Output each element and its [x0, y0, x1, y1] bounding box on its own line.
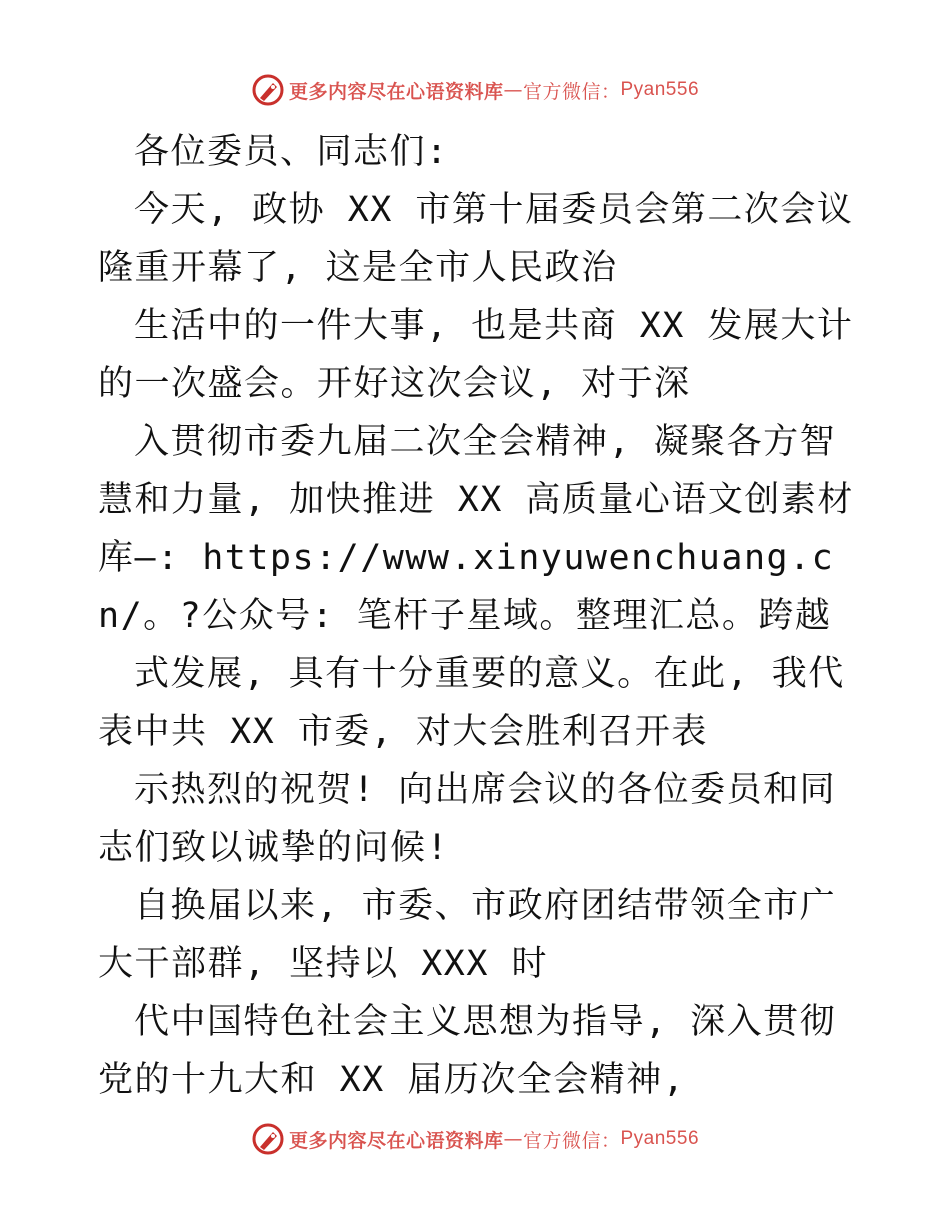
- header-watermark-banner: [0, 70, 950, 110]
- watermark-wechat-label: 官方微信：: [522, 80, 621, 103]
- pen-nib-logo-icon: [251, 1122, 285, 1156]
- watermark-wechat-id: Pyan556: [620, 79, 700, 100]
- paragraph: 各位委员、同志们:: [134, 132, 449, 172]
- watermark-site-text: 更多内容尽在心语资料库: [288, 80, 504, 103]
- paragraph: 入贯彻市委九届二次全会精神, 凝聚各方智慧和力量, 加快推进 XX 高质量心语文创素材库—: https://www.xinyuwenchuang.cn/。?公众号: 笔杆子星域。整理汇总。跨越: [98, 422, 854, 636]
- watermark-wechat-label: 官方微信：: [522, 1129, 621, 1152]
- paragraph: 今天, 政协 XX 市第十届委员会第二次会议隆重开幕了, 这是全市人民政治: [98, 190, 854, 288]
- footer-watermark-banner: [0, 1119, 950, 1159]
- pen-nib-logo-icon: [251, 73, 285, 107]
- watermark-separator: —: [503, 1128, 523, 1150]
- watermark-wechat-id: Pyan556: [620, 1128, 700, 1149]
- watermark-site-text: 更多内容尽在心语资料库: [288, 1129, 504, 1152]
- paragraph: 生活中的一件大事, 也是共商 XX 发展大计的一次盛会。开好这次会议, 对于深: [98, 306, 854, 404]
- paragraph: 示热烈的祝贺! 向出席会议的各位委员和同志们致以诚挚的问候!: [98, 770, 837, 868]
- watermark-separator: —: [503, 79, 523, 101]
- document-body: [98, 123, 858, 1109]
- paragraph: 式发展, 具有十分重要的意义。在此, 我代表中共 XX 市委, 对大会胜利召开表: [98, 654, 845, 752]
- paragraph: 代中国特色社会主义思想为指导, 深入贯彻党的十九大和 XX 届历次全会精神,: [98, 1002, 837, 1100]
- paragraph: 自换届以来, 市委、市政府团结带领全市广大干部群, 坚持以 XXX 时: [98, 886, 837, 984]
